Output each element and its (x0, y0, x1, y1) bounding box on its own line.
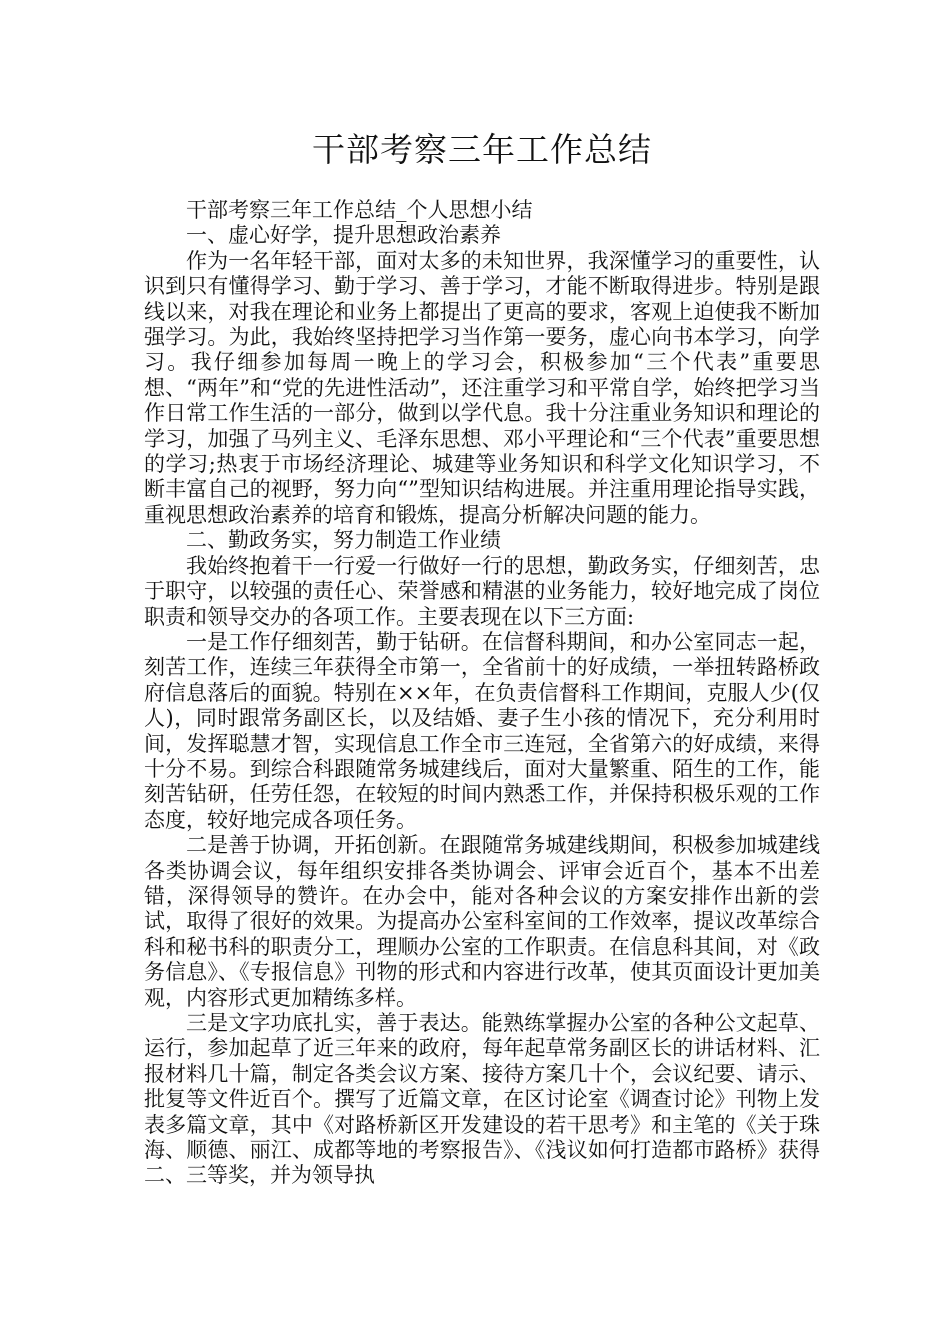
body-paragraph: 一是工作仔细刻苦，勤于钻研。在信督科期间，和办公室同志一起，刻苦工作，连续三年获得全市第一，全省前十的好成绩，一举扭转路桥政府信息落后的面貌。特别在××年，在负责信督科工作期间，克服人少(仅人)，同时跟常务副区长，以及结婚、妻子生小孩的情况下，充分利用时间，发挥聪慧才智，实现信息工作全市三连冠，全省第六的好成绩，来得十分不易。到综合科跟随常务城建线后，面对大量繁重、陌生的工作，能刻苦钻研，任劳任怨，在较短的时间内熟悉工作，并保持积极乐观的工作态度，较好地完成各项任务。 (144, 629, 820, 832)
section-heading-2: 二、勤政务实，努力制造工作业绩 (186, 528, 501, 553)
document-body (144, 198, 820, 1189)
body-paragraph: 我始终抱着干一行爱一行做好一行的思想，勤政务实，仔细刻苦，忠于职守，以较强的责任心、荣誉感和精湛的业务能力，较好地完成了岗位职责和领导交办的各项工作。主要表现在以下三方面: (144, 553, 820, 629)
body-paragraph: 三是文字功底扎实，善于表达。能熟练掌握办公室的各种公文起草、运行，参加起草了近三年来的政府，每年起草常务副区长的讲话材料、汇报材料几十篇，制定各类会议方案、接待方案几十个，会议纪要、请示、批复等文件近百个。撰写了近篇文章，在区讨论室《调查讨论》刊物上发表多篇文章，其中《对路桥新区开发建设的若干思考》和主笔的《关于珠海、顺德、丽江、成都等地的考察报告》、《浅议如何打造都市路桥》获得二、三等奖，并为领导执 (144, 1011, 820, 1188)
subtitle-paragraph: 干部考察三年工作总结_个人思想小结 (186, 198, 533, 222)
body-paragraph: 作为一名年轻干部，面对太多的未知世界，我深懂学习的重要性，认识到只有懂得学习、勤于学习、善于学习，才能不断取得进步。特别是跟线以来，对我在理论和业务上都提出了更高的要求，客观上迫使我不断加强学习。为此，我始终坚持把学习当作第一要务，虚心向书本学习，向学习。我仔细参加每周一晚上的学习会，积极参加“三个代表”重要思想、“两年”和“党的先进性活动”，还注重学习和平常自学，始终把学习当作日常工作生活的一部分，做到以学代息。我十分注重业务知识和理论的学习，加强了马列主义、毛泽东思想、邓小平理论和“三个代表”重要思想的学习;热衷于市场经济理论、城建等业务知识和科学文化知识学习，不断丰富自己的视野，努力向“”型知识结构进展。并注重用理论指导实践，重视思想政治素养的培育和锻炼，提高分析解决问题的能力。 (144, 248, 820, 527)
document-page (144, 0, 820, 1189)
section-heading-1: 一、虚心好学，提升思想政治素养 (186, 223, 501, 248)
body-paragraph: 二是善于协调，开拓创新。在跟随常务城建线期间，积极参加城建线各类协调会议，每年组织安排各类协调会、评审会近百个，基本不出差错，深得领导的赞许。在办会中，能对各种会议的方案安排作出新的尝试，取得了很好的效果。为提高办公室科室间的工作效率，提议改革综合科和秘书科的职责分工，理顺办公室的工作职责。在信息科其间，对《政务信息》、《专报信息》刊物的形式和内容进行改革，使其页面设计更加美观，内容形式更加精练多样。 (144, 833, 820, 1010)
document-title: 干部考察三年工作总结 (312, 130, 652, 169)
